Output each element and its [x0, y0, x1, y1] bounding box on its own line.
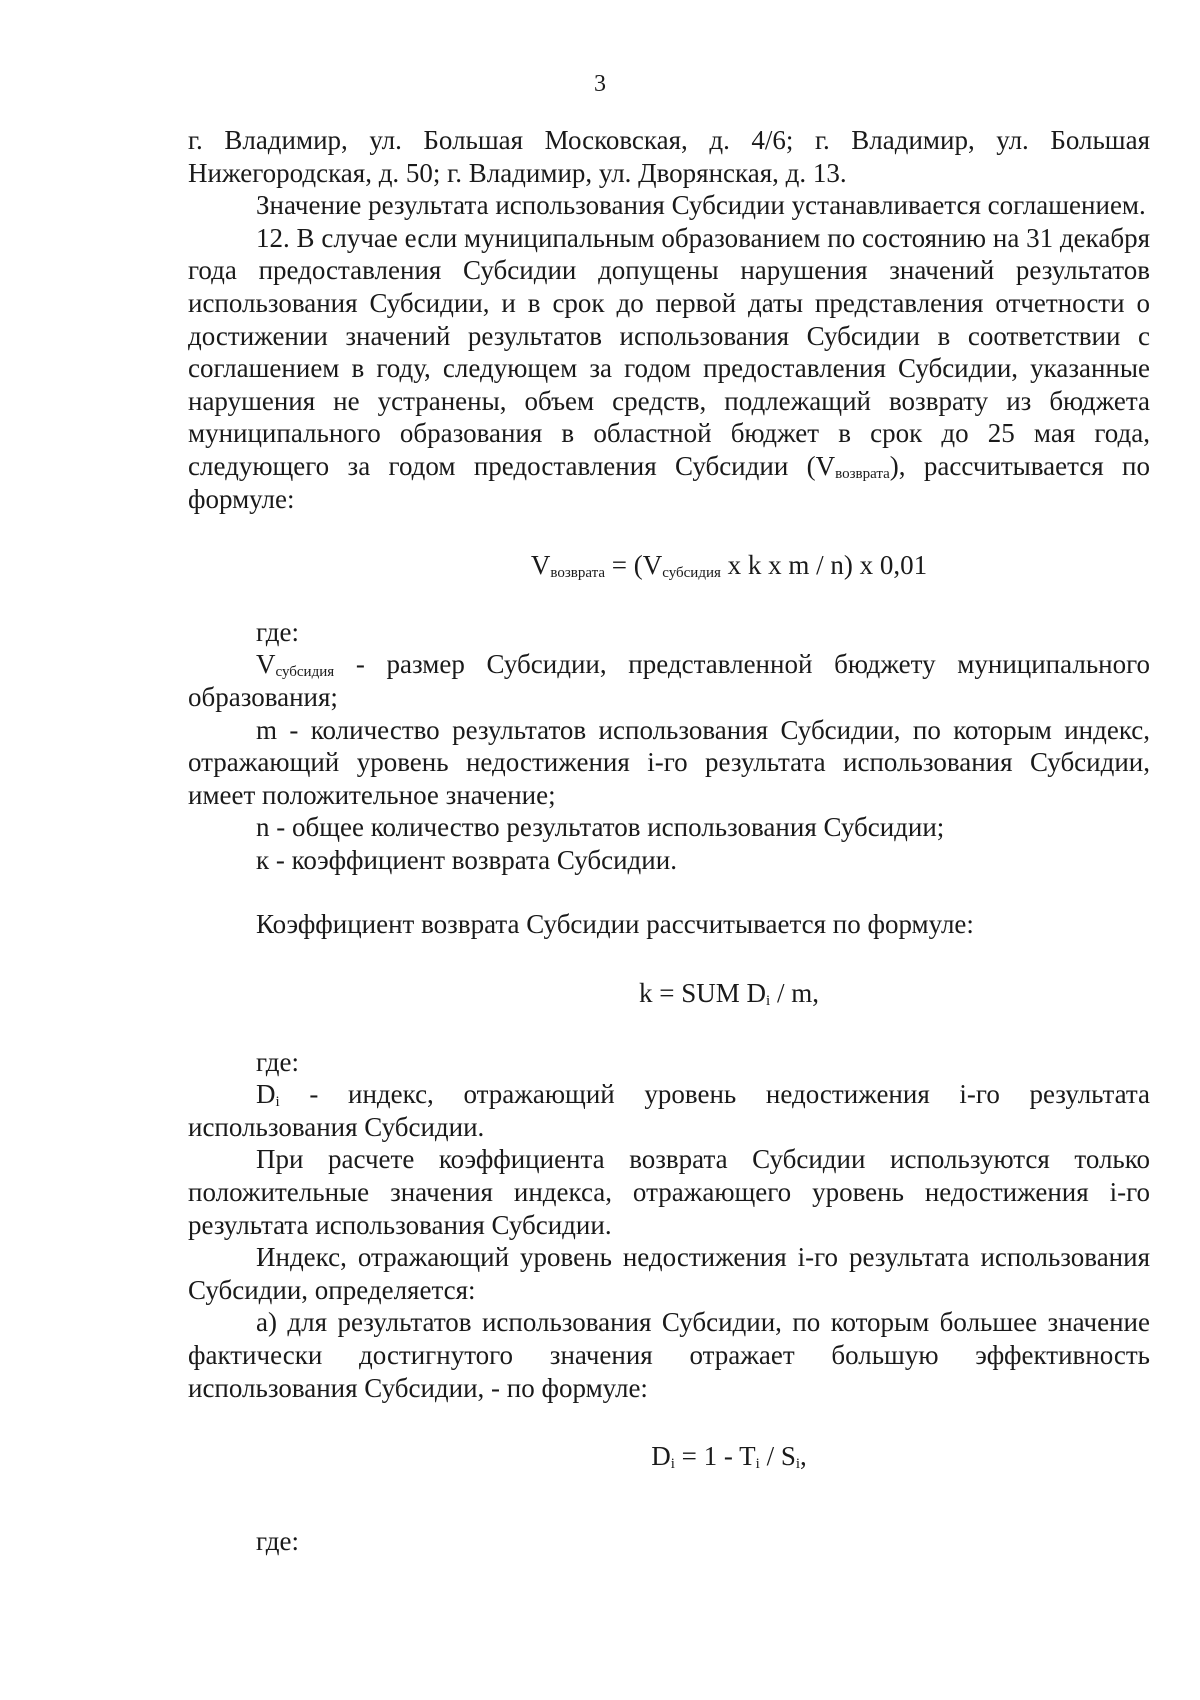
- formula-t-subscript: i: [755, 1456, 760, 1473]
- formula-d-end: ,: [800, 1441, 807, 1472]
- formula-d-slash: / S: [759, 1441, 796, 1472]
- definition-d-symbol: D: [256, 1079, 276, 1110]
- where-label-2: где:: [256, 1046, 299, 1077]
- result-value-paragraph: Значение результата использования Субсидии устанавливается соглашением.: [256, 190, 1146, 221]
- definition-d: [188, 1078, 1150, 1143]
- formula-v: V: [530, 550, 551, 581]
- clause-12-tail: рассчитывается по формуле:: [188, 450, 1150, 514]
- definition-v-text: - размер Субсидии, представленной бюджету муниципального образования;: [188, 649, 1150, 712]
- definition-d-text: - индекс, отражающий уровень недостижения i-го результата использования Субсидии.: [188, 1079, 1150, 1142]
- formula-d-mid: = 1 - T: [674, 1441, 756, 1472]
- clause-12-text: 12. В случае если муниципальным образованием по состоянию на 31 декабря года предоставления Субсидии допущены нарушения значений результатов использования Субсидии, и в срок до первой даты представления отчетности о достижении значений результатов использования Субсидии в соответствии с соглашением в году, следующем за годом предоставления Субсидии, указанные нарушения не устранены, объем средств, подлежащий возврату из бюджета муниципального образования в областной бюджет в срок до 25 мая года, следующего за годом предоставления Субсидии (V: [188, 222, 1150, 481]
- formula-rest: x k x m / n) x 0,01: [720, 550, 928, 581]
- definition-n: n - общее количество результатов использования Субсидии;: [256, 812, 945, 843]
- definition-d-subscript: i: [275, 1094, 280, 1111]
- formula-d-subscript: i: [670, 1456, 675, 1473]
- where-label-1: где:: [256, 616, 299, 647]
- clause-12-text-end: ),: [889, 450, 906, 481]
- clause-12-subscript: возврата: [835, 465, 890, 482]
- item-a-paragraph: а) для результатов использования Субсидии, по которым большее значение фактически достигнутого значения отражает большую эффективность использования Субсидии, - по формуле:: [188, 1307, 1150, 1403]
- addresses-paragraph: г. Владимир, ул. Большая Московская, д. 4/6; г. Владимир, ул. Большая Нижегородская, д. 50; г. Владимир, ул. Дворянская, д. 13.: [188, 125, 1150, 188]
- formula-k-subscript: i: [766, 993, 771, 1010]
- formula-eq: = (V: [605, 550, 663, 581]
- document-body: [188, 124, 1150, 1557]
- definition-v-subscript: субсидия: [275, 664, 335, 681]
- clause-12-paragraph: [188, 222, 1150, 515]
- positive-values-paragraph: При расчете коэффициента возврата Субсидии используются только положительные значения индекса, отражающего уровень недостижения i-го результата использования Субсидии.: [188, 1144, 1150, 1240]
- formula-k-lhs: k = SUM D: [639, 978, 767, 1009]
- formula-index: [188, 1440, 1150, 1473]
- coefficient-intro: Коэффициент возврата Субсидии рассчитывается по формуле:: [256, 909, 974, 940]
- formula-return-volume: [188, 549, 1150, 582]
- index-intro-paragraph: Индекс, отражающий уровень недостижения i-го результата использования Субсидии, определяется:: [188, 1242, 1150, 1305]
- formula-coefficient: [188, 977, 1150, 1010]
- formula-k-rest: / m,: [770, 978, 819, 1009]
- where-label-3: где:: [256, 1525, 299, 1556]
- definition-v-subsidy: [188, 648, 1150, 713]
- formula-v-subscript: возврата: [550, 565, 606, 582]
- formula-vs-subscript: субсидия: [662, 565, 721, 582]
- definition-m: m - количество результатов использования Субсидии, по которым индекс, отражающий уровень недостижения i-го результата использования Субсидии, имеет положительное значение;: [188, 714, 1150, 810]
- formula-s-subscript: i: [795, 1456, 801, 1473]
- definition-k: к - коэффициент возврата Субсидии.: [256, 844, 677, 875]
- formula-d: D: [651, 1441, 671, 1472]
- definition-v-symbol: V: [256, 649, 276, 680]
- page-number: 3: [594, 71, 606, 97]
